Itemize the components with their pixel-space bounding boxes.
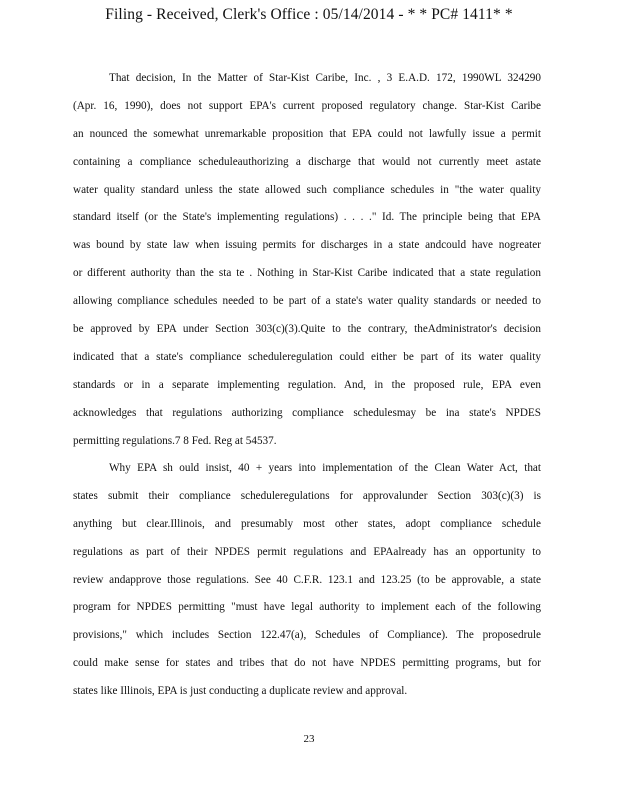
text-line: acknowledges that regulations authorizing compliance schedulesmay be ina state's NPDES	[73, 406, 541, 419]
text-line: permitting regulations.7 8 Fed. Reg at 54537.	[73, 434, 277, 447]
text-line: program for NPDES permitting "must have legal authority to implement each of the following	[73, 601, 541, 614]
text-line: an nounced the somewhat unremarkable proposition that EPA could not lawfully issue a permit	[73, 127, 541, 140]
text-line: or different authority than the sta te . Nothing in Star-Kist Caribe indicated that a state regulation	[73, 267, 541, 280]
text-line: standard itself (or the State's implementing regulations) . . . ." Id. The principle being that EPA	[73, 211, 541, 224]
paragraph-2	[73, 455, 541, 706]
text-line: was bound by state law when issuing permits for discharges in a state andcould have nogreater	[73, 239, 541, 252]
paragraph-1	[73, 65, 541, 455]
text-line: could make sense for states and tribes that do not have NPDES permitting programs, but for	[73, 657, 541, 670]
text-line: water quality standard unless the state allowed such compliance schedules in "the water quality	[73, 183, 541, 196]
text-line: standards or in a separate implementing regulation. And, in the proposed rule, EPA even	[73, 378, 541, 391]
text-line: Why EPA sh ould insist, 40 + years into implementation of the Clean Water Act, that	[109, 462, 541, 474]
text-line: indicated that a state's compliance scheduleregulation could either be part of its water quality	[73, 350, 541, 363]
text-line: anything but clear.Illinois, and presumably most other states, adopt compliance schedule	[73, 517, 541, 530]
text-line: states like Illinois, EPA is just conducting a duplicate review and approval.	[73, 685, 408, 698]
text-line: be approved by EPA under Section 303(c)(3).Quite to the contrary, theAdministrator's decision	[73, 323, 541, 336]
text-line: (Apr. 16, 1990), does not support EPA's current proposed regulatory change. Star-Kist Caribe	[73, 99, 541, 112]
text-line: containing a compliance scheduleauthorizing a discharge that would not currently meet astate	[73, 155, 541, 168]
text-line: regulations as part of their NPDES permit regulations and EPAalready has an opportunity to	[73, 545, 541, 558]
page-number: 23	[303, 733, 315, 745]
text-line: That decision, In the Matter of Star-Kist Caribe, Inc. , 3 E.A.D. 172, 1990WL 324290	[109, 72, 541, 84]
text-line: review andapprove those regulations. See 40 C.F.R. 123.1 and 123.25 (to be approvable, a state	[73, 573, 541, 586]
filing-stamp-header: Filing - Received, Clerk's Office : 05/14/2014 - * * PC# 1411* *	[105, 6, 513, 23]
text-line: allowing compliance schedules needed to be part of a state's water quality standards or needed to	[73, 295, 541, 308]
text-line: states submit their compliance scheduleregulations for approvalunder Section 303(c)(3) is	[73, 489, 541, 502]
text-line: provisions," which includes Section 122.47(a), Schedules of Compliance). The proposedrule	[73, 629, 541, 642]
